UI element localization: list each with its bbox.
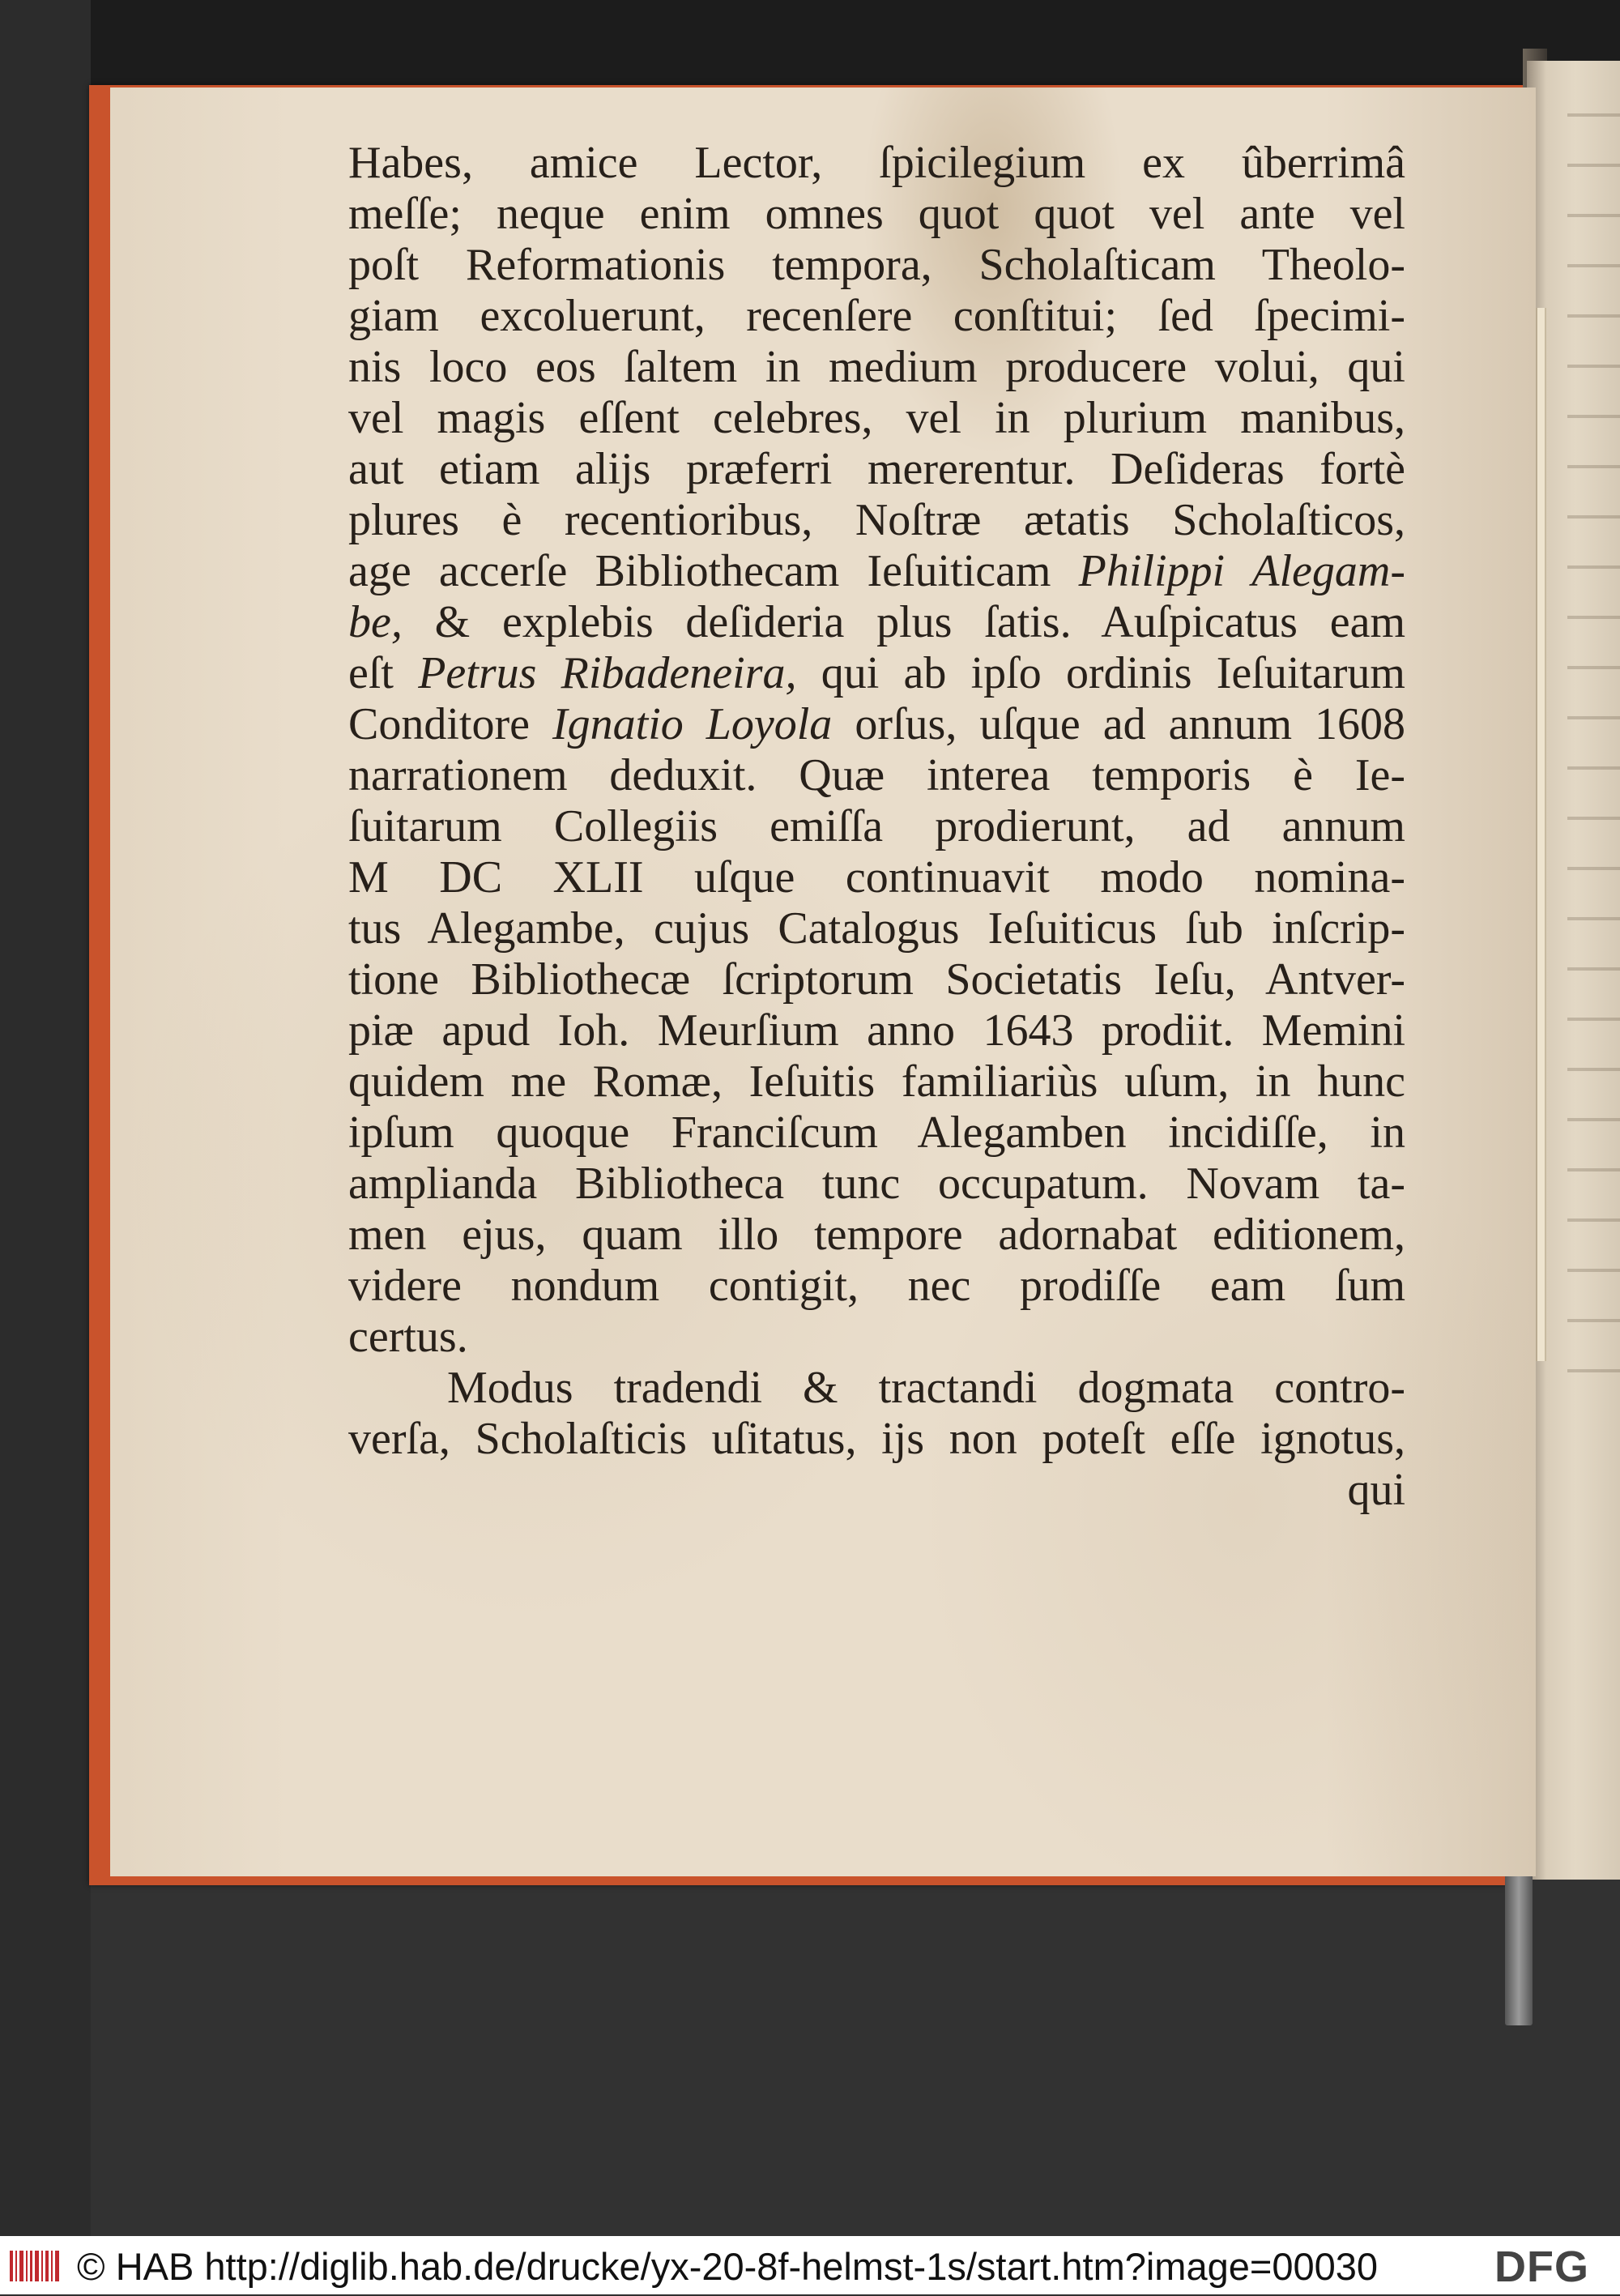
text-segment: certus. <box>348 1312 468 1362</box>
text-segment: aut etiam alijs præferri mererentur. Deſideras fortè <box>348 444 1405 494</box>
text-line <box>348 342 1405 393</box>
text-line <box>348 852 1405 903</box>
text-segment: vel magis eſſent celebres, vel in plurium manibus, <box>348 393 1405 443</box>
text-line <box>348 138 1405 189</box>
text-segment: quidem me Romæ, Ieſuitis familiariùs uſum, in hunc <box>348 1056 1405 1107</box>
scan-background-left <box>0 0 91 2236</box>
bookmark-ribbon <box>1536 308 1546 1361</box>
text-line <box>348 1261 1405 1312</box>
text-segment: Habes, amice Lector, ſpicilegium ex ûberrimâ <box>348 138 1405 188</box>
text-line <box>348 189 1405 240</box>
text-segment: qui <box>1347 1465 1405 1515</box>
text-line <box>348 750 1405 801</box>
scan-background-top <box>0 0 1620 85</box>
text-line <box>348 393 1405 444</box>
italic-name-segment: be, <box>348 597 403 647</box>
text-segment: nis loco eos ſaltem in medium producere volui, qui <box>348 342 1405 392</box>
text-segment: videre nondum contigit, nec prodiſſe eam ſum <box>348 1261 1405 1311</box>
text-segment: & explebis deſideria plus ſatis. Auſpicatus eam <box>402 597 1405 647</box>
page-text-block <box>348 138 1405 1516</box>
dfg-logo: DFG <box>1494 2243 1589 2291</box>
text-line <box>348 444 1405 495</box>
text-segment: narrationem deduxit. Quæ interea temporis è Ie- <box>348 750 1405 800</box>
text-line <box>348 597 1405 648</box>
text-segment: meſſe; neque enim omnes quot quot vel ante vel <box>348 189 1405 239</box>
text-segment: tione Bibliothecæ ſcriptorum Societatis Ieſu, Antver- <box>348 954 1405 1005</box>
text-segment: tus Alegambe, cujus Catalogus Ieſuiticus ſub inſcrip- <box>348 903 1405 954</box>
text-segment: giam excoluerunt, recenſere conſtitui; ſed ſpecimi- <box>348 291 1405 341</box>
text-segment: amplianda Bibliotheca tunc occupatum. Novam ta- <box>348 1159 1405 1209</box>
text-line <box>348 1414 1405 1465</box>
copyright-url: © HAB http://diglib.hab.de/drucke/yx-20-8f-helmst-1s/start.htm?image=00030 <box>77 2245 1379 2288</box>
text-line <box>348 1107 1405 1159</box>
text-line <box>348 1210 1405 1261</box>
page-clip <box>1505 1863 1533 2025</box>
text-line <box>348 903 1405 954</box>
text-segment: ipſum quoque Franciſcum Alegamben incidiſſe, in <box>348 1107 1405 1158</box>
text-segment: orſus, uſque ad annum 1608 <box>832 699 1405 749</box>
text-line <box>348 1363 1405 1414</box>
text-segment: eſt <box>348 648 419 698</box>
text-segment: Modus tradendi & tractandi dogmata contro- <box>447 1363 1405 1413</box>
text-line <box>348 801 1405 852</box>
text-line <box>348 1056 1405 1107</box>
text-segment: qui ab ipſo ordinis Ieſuitarum <box>796 648 1405 698</box>
text-segment: plures è recentioribus, Noſtræ ætatis Scholaſticos, <box>348 495 1405 545</box>
italic-name-segment: Philippi Alegam- <box>1078 546 1405 596</box>
facing-page-text-hint <box>1567 113 1620 1410</box>
text-line <box>348 648 1405 699</box>
text-line <box>348 1159 1405 1210</box>
italic-name-segment: Ignatio Loyola <box>552 699 833 749</box>
text-line <box>348 954 1405 1005</box>
text-line <box>348 1312 1405 1363</box>
text-segment: poſt Reformationis tempora, Scholaſticam Theolo- <box>348 240 1405 290</box>
text-line <box>348 546 1405 597</box>
catchword <box>348 1465 1405 1516</box>
hab-barcode-logo-icon <box>8 2246 65 2286</box>
text-line <box>348 291 1405 342</box>
text-segment: age accerſe Bibliothecam Ieſuiticam <box>348 546 1079 596</box>
text-segment: Conditore <box>348 699 552 749</box>
text-line <box>348 699 1405 750</box>
text-line <box>348 240 1405 291</box>
text-line <box>348 1005 1405 1056</box>
text-segment: ſuitarum Collegiis emiſſa prodierunt, ad annum <box>348 801 1405 851</box>
text-segment: piæ apud Ioh. Meurſium anno 1643 prodiit. Memini <box>348 1005 1405 1056</box>
text-segment: verſa, Scholaſticis uſitatus, ijs non poteſt eſſe ignotus, <box>348 1414 1405 1464</box>
text-segment: M DC XLII uſque continuavit modo nomina- <box>348 852 1405 903</box>
text-line <box>348 495 1405 546</box>
text-segment: men ejus, quam illo tempore adornabat editionem, <box>348 1210 1405 1260</box>
italic-name-segment: Petrus Ribadeneira, <box>418 648 797 698</box>
